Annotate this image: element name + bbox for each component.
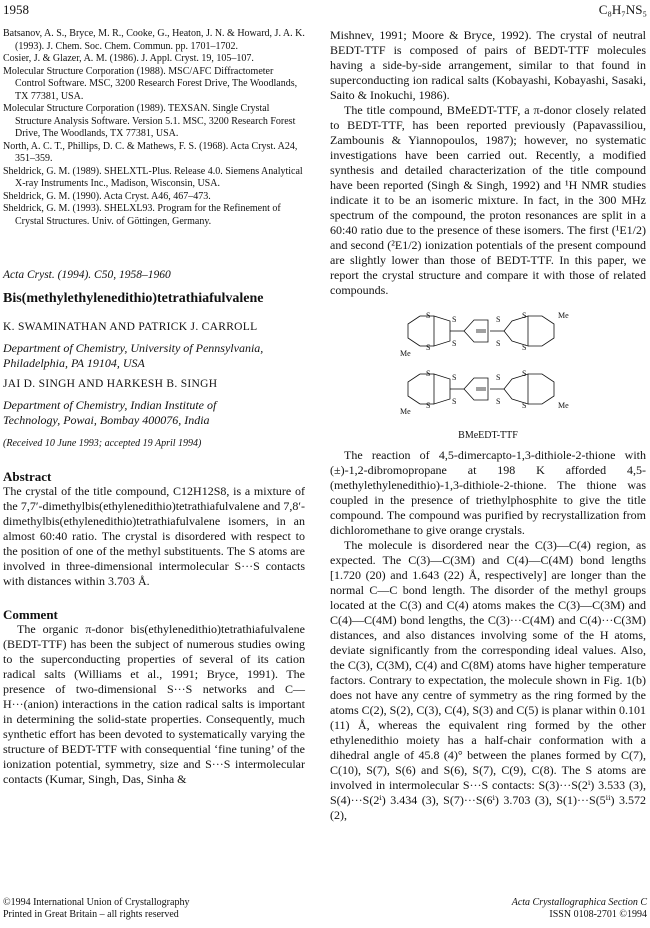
- atom-s-label: S: [522, 343, 527, 352]
- affiliation-2-line-1: Department of Chemistry, Indian Institute of: [3, 398, 217, 412]
- right-column: [330, 28, 646, 823]
- molecule-isomer-1: [408, 316, 554, 346]
- printed-line: Printed in Great Britain – all rights reserved: [3, 909, 179, 920]
- comment-heading: Comment: [3, 607, 58, 622]
- atom-s-label: S: [496, 339, 501, 348]
- affiliation-1-line-1: Department of Chemistry, University of Pennsylvania,: [3, 341, 264, 355]
- atom-s-label: S: [496, 315, 501, 324]
- molecule-isomer-2: [408, 374, 554, 404]
- page-header: [3, 2, 647, 18]
- copyright-line: ©1994 International Union of Crystallography: [3, 897, 190, 908]
- methyl-label: Me: [558, 401, 569, 410]
- figure-caption: BMeEDT-TTF: [458, 430, 518, 441]
- abstract-heading: Abstract: [3, 469, 52, 484]
- article-title: Bis(methylethylenedithio)tetrathiafulvalene: [3, 291, 264, 306]
- atom-s-label: S: [426, 311, 431, 320]
- reference-item: Molecular Structure Corporation (1989). TEXSAN. Single Crystal Structure Analysis Software. Version 5.1. MSC, 3200 Research Forest Drive, The Woodlands, TX 77381, USA.: [3, 103, 296, 139]
- page-number: 1958: [3, 2, 29, 17]
- author-line-2: JAI D. SINGH AND HARKESH B. SINGH: [3, 378, 218, 390]
- atom-s-label: S: [522, 369, 527, 378]
- reference-list: [3, 28, 305, 228]
- atom-s-label: S: [426, 401, 431, 410]
- synthesis-paragraph: The reaction of 4,5-dimercapto-1,3-dithiole-2-thione with (±)-1,2-dibromopropane at 198 K afforded 4,5-(methylethylenedithio)-1,3-dithiole-2-thione. The thione was coupled in the presence of triethylphosphite to give the title compound. The compound was purified by recrystallization from dichloromethane to give orange crystals.: [330, 448, 646, 537]
- received-dates: (Received 10 June 1993; accepted 19 April 1994): [3, 438, 202, 449]
- atom-s-label: S: [522, 401, 527, 410]
- reference-item: Cosier, J. & Glazer, A. M. (1986). J. Appl. Cryst. 19, 105–107.: [3, 53, 254, 64]
- author-line-1: K. SWAMINATHAN AND PATRICK J. CARROLL: [3, 321, 258, 333]
- methyl-label: Me: [400, 407, 411, 416]
- methyl-label: Me: [400, 349, 411, 358]
- bmeedt-ttf-structure: [400, 304, 580, 424]
- atom-s-label: S: [522, 311, 527, 320]
- reference-item: Batsanov, A. S., Bryce, M. R., Cooke, G., Heaton, J. N. & Howard, J. A. K. (1993). J. Chem. Soc. Chem. Commun. pp. 1701–1702.: [3, 28, 305, 52]
- reference-item: North, A. C. T., Phillips, D. C. & Mathews, F. S. (1968). Acta Cryst. A24, 351–359.: [3, 140, 298, 164]
- reference-item: Sheldrick, G. M. (1993). SHELXL93. Program for the Refinement of Crystal Structures. Univ. of Göttingen, Germany.: [3, 203, 281, 227]
- comment-paragraph: The organic π-donor bis(ethylenedithio)tetrathiafulvalene (BEDT-TTF) has been the subject of numerous studies owing to the superconducting properties of several of its cation radical salts (Williams et al., 1991; Bryce, 1991). The presence of two-dimensional S···S networks and C—H···(anion) interactions in the cation radical salts is important in determining the solid-state properties. Consequently, much synthetic effort has been devoted to systematically varying the structure of BEDT-TTF with consequential ‘fine tuning’ of the ionization potential, symmetry, size and S···S intermolecular contacts (Kumar, Singh, Das, Sinha &: [3, 622, 305, 786]
- issn-line: ISSN 0108-2701 ©1994: [549, 909, 647, 920]
- running-formula: C₈H₇NS₅: [598, 2, 647, 17]
- methyl-label: Me: [558, 311, 569, 320]
- copyright-footer: [3, 897, 189, 921]
- atom-s-label: S: [496, 397, 501, 406]
- article-source: Acta Cryst. (1994). C50, 1958–1960: [3, 269, 171, 281]
- atom-s-label: S: [452, 373, 457, 382]
- atom-s-label: S: [496, 373, 501, 382]
- reference-item: Sheldrick, G. M. (1989). SHELXTL-Plus. Release 4.0. Siemens Analytical X-ray Instruments Inc., Madison, Wisconsin, USA.: [3, 165, 303, 189]
- reference-item: Molecular Structure Corporation (1988). MSC/AFC Diffractometer Control Software. MSC, 3200 Research Forest Drive, The Woodlands, TX 77381, USA.: [3, 65, 298, 102]
- atom-s-label: S: [426, 369, 431, 378]
- atom-s-label: S: [426, 343, 431, 352]
- disorder-paragraph: The molecule is disordered near the C(3)—C(4) region, as expected. The C(3)—C(3M) and C(4)—C(4M) bond lengths [1.720 (20) and 1.643 (22) Å, respectively] are longer than the normal C—C bond length. The disorder of the methyl groups located at the C(3) and C(4) atoms makes the C(3)—C(3M) and C(4)—C(4M) bond lengths, the C(3)···C(4M) and C(4)···C(3M) distances, and also distances involving some of the H atoms, deviate significantly from the corresponding ideal values. Also, the C(3), C(3M), C(4) and C(8M) atoms have higher temperature factors. Contrary to expectation, the molecule shown in Fig. 1(b) does not have any centre of symmetry as the ring formed by the atoms C(2), S(2), C(3), C(4), S(3) and C(5) is planar within 0.101 (11) Å, whereas the equivalent ring formed by the other ethylenedithio moiety has a half-chair conformation with a dihedral angle of 45.8 (4)° between the planes formed by C(7), C(10), S(7), S(6) and S(6), S(7), C(9), C(8). The S atoms are involved in intermolecular S···S contacts: S(3)···S(2ⁱ) 3.533 (3), S(4)···S(2ⁱ) 3.434 (3), S(7)···S(6ⁱ) 3.703 (3), S(1)···S(5ⁱⁱ) 3.572 (2),: [330, 538, 646, 822]
- affiliation-1-line-2: Philadelphia, PA 19104, USA: [3, 356, 145, 370]
- journal-name: Acta Crystallographica Section C: [511, 897, 647, 908]
- affiliation-2-line-2: Technology, Powai, Bombay 400076, India: [3, 413, 210, 427]
- comment-continued: Mishnev, 1991; Moore & Bryce, 1992). The crystal of neutral BEDT-TTF is composed of pairs of BEDT-TTF molecules having a side-by-side arrangement, similar to that found in superconducting ion radical salts (Kobayashi, Kobayashi, Sasaki, Saito & Inokuchi, 1986).: [330, 28, 646, 102]
- structure-figure: [330, 304, 646, 444]
- comment-paragraph-2: The title compound, BMeEDT-TTF, a π-donor closely related to BEDT-TTF, has been reported previously (Papavassiliou, Zambounis & Yiannopoulos, 1987); however, no systematic investigations have been carried out. Recently, a modified synthesis and detailed characterization of the title compound have been reported (Singh & Singh, 1992) and ¹H NMR studies indicate it to be an isomeric mixture. In fact, in the 300 MHz spectrum of the compound, the proton resonances are split in a 60:40 ratio due to the presence of these isomers. The first (¹E1/2) and second (²E1/2) ionization potentials of the present compound are slightly lower than those of BEDT-TTF. In this paper, we report the crystal structure and compare it with those of related compounds.: [330, 103, 646, 297]
- reference-item: Sheldrick, G. M. (1990). Acta Cryst. A46, 467–473.: [3, 190, 211, 202]
- atom-s-label: S: [452, 339, 457, 348]
- atom-s-label: S: [452, 397, 457, 406]
- atom-s-label: S: [452, 315, 457, 324]
- abstract-text: The crystal of the title compound, C12H12S8, is a mixture of the 7,7′-dimethylbis(ethylenedithio)tetrathiafulvalene and 7,8′-dimethylbis(ethylenedithio)tetrathiafulvalene isomers, in an almost 60:40 ratio. The crystal is disordered with respect to the position of one of the methyl substituents. The S atoms are involved in three-dimensional intermolecular S···S contacts with distances within 3.703 Å.: [3, 484, 305, 588]
- left-column: [3, 28, 305, 787]
- journal-footer: [512, 897, 647, 921]
